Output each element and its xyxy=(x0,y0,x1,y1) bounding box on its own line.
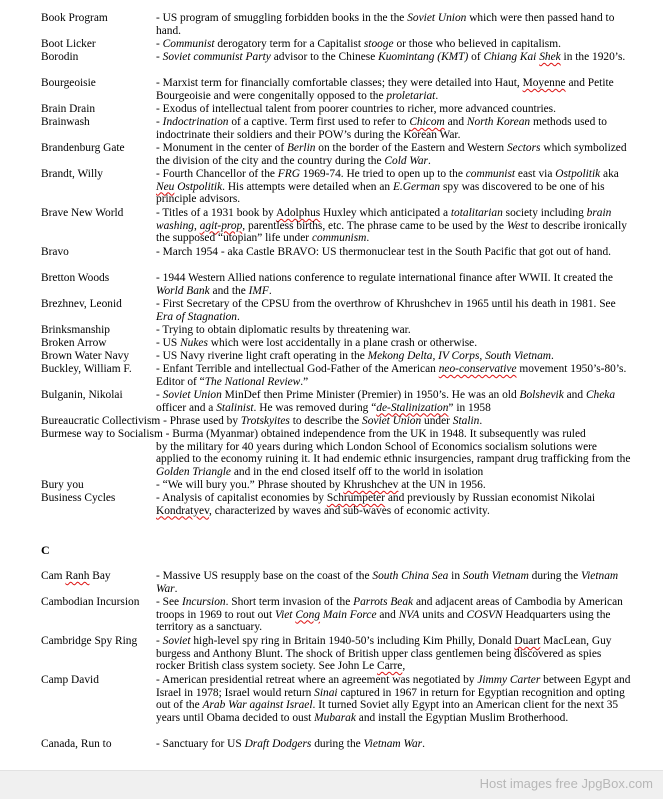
entry-term: Borodin xyxy=(41,51,79,63)
entry-term: Broken Arrow xyxy=(41,337,107,349)
entry-definition: Bureaucratic Collectivism - Phrase used by Trotskyites to describe the Soviet Union under Stalin. xyxy=(41,415,483,427)
glossary-entry xyxy=(41,350,631,363)
entry-definition: - Exodus of intellectual talent from poorer countries to richer, more advanced countries. xyxy=(156,103,556,115)
entry-definition: - Fourth Chancellor of the FRG 1969-74. He tried to open up to the communist east via Ostpolitik aka Neu Ostpolitik. His attempts were detailed when an E.German spy was discovered to be one of his principle advisors. xyxy=(156,168,619,206)
entry-term: Brave New World xyxy=(41,207,124,219)
glossary-entry xyxy=(41,363,631,388)
entry-term: Cambodian Incursion xyxy=(41,596,140,608)
glossary-entry xyxy=(41,324,631,337)
entry-definition: - Soviet communist Party advisor to the Chinese Kuomintang (KMT) of Chiang Kai Shek in the 1920’s. xyxy=(156,51,626,63)
entry-definition: - Communist derogatory term for a Capitalist stooge or those who believed in capitalism. xyxy=(156,38,561,50)
entry-definition: - Soviet high-level spy ring in Britain 1940-50’s including Kim Philly, Donald Duart MacLean, Guy burgess and Anthony Blunt. The shock of British upper class gentlemen being discovered as spies rocker British class system society. See John Le Carre, xyxy=(156,635,612,673)
entry-term: Brezhnev, Leonid xyxy=(41,298,122,310)
entry-term: Boot Licker xyxy=(41,38,96,50)
glossary-entry xyxy=(41,116,631,141)
glossary-entry xyxy=(41,479,631,492)
entry-term: Book Program xyxy=(41,12,108,24)
entry-definition: - Soviet Union MinDef then Prime Minister (Premier) in 1950’s. He was an old Bolshevik and Cheka officer and a Stalinist. He was removed during “de-Stalinization” in 1958 xyxy=(156,389,616,414)
glossary-entry xyxy=(41,389,631,414)
entry-term: Camp David xyxy=(41,674,99,686)
entry-term: Bourgeoisie xyxy=(41,77,96,89)
entry-definition: - See Incursion. Short term invasion of the Parrots Beak and adjacent areas of Cambodia by American troops in 1969 to rout out Viet Cong Main Force and NVA units and COSVN Headquarters using the territory as a sanctuary. xyxy=(156,596,623,634)
section-letter: C xyxy=(41,543,50,557)
glossary-entry xyxy=(41,272,631,297)
entry-definition: - Sanctuary for US Draft Dodgers during the Vietnam War. xyxy=(156,738,425,750)
entry-term: Buckley, William F. xyxy=(41,363,132,375)
watermark-text: Host images free JpgBox.com xyxy=(479,776,653,791)
glossary-entry xyxy=(41,103,631,116)
glossary-entry xyxy=(41,51,631,64)
entry-term: Brandenburg Gate xyxy=(41,142,125,154)
glossary-entry xyxy=(41,674,631,724)
entry-definition: - US program of smuggling forbidden books in the the Soviet Union which were then passed hand to hand. xyxy=(156,12,615,37)
glossary-entry xyxy=(41,570,631,595)
glossary-entry xyxy=(41,337,631,350)
entry-term: Business Cycles xyxy=(41,492,116,504)
glossary-entry xyxy=(41,738,631,751)
glossary-entry xyxy=(41,415,631,428)
entry-term: Brain Drain xyxy=(41,103,96,115)
glossary-entry xyxy=(41,492,631,517)
glossary-entry xyxy=(41,635,631,673)
entry-definition: - Massive US resupply base on the coast of the South China Sea in South Vietnam during the Vietnam War. xyxy=(156,570,619,595)
entry-definition: - “We will bury you.” Phrase shouted by Khrushchev at the UN in 1956. xyxy=(156,479,486,491)
glossary-entry xyxy=(41,77,631,102)
entry-term: Brainwash xyxy=(41,116,90,128)
entry-definition: - Marxist term for financially comfortable classes; they were detailed into Haut, Moyenne and Petite Bourgeoisie and were congenitally opposed to the proletariat. xyxy=(156,77,614,102)
glossary-entry xyxy=(41,428,631,478)
entry-definition: Burmese way to Socialism - Burma (Myanmar) obtained independence from the UK in 1948. It subsequently was ruled xyxy=(41,428,586,440)
glossary-entry xyxy=(41,246,631,259)
entry-definition-continued: by the military for 40 years during which London School of Economics socialism solutions were applied to the economy ruining it. It had endemic ethnic insurgencies, rampant drug trafficking from the Golden Triangle and in the end closed itself off to the world in isolation xyxy=(156,440,631,478)
entry-definition: - Indoctrination of a captive. Term first used to refer to Chicom and North Korean methods used to indoctrinate their soldiers and their POW’s during the Korean War. xyxy=(156,116,607,141)
entry-term: Brown Water Navy xyxy=(41,350,130,362)
glossary-entry xyxy=(41,142,631,167)
glossary-entry xyxy=(41,207,631,245)
entry-definition: - US Navy riverine light craft operating in the Mekong Delta, IV Corps, South Vietnam. xyxy=(156,350,554,362)
entry-definition: - 1944 Western Allied nations conference to regulate international finance after WWII. It created the World Bank and the IMF. xyxy=(156,272,613,297)
entry-definition: - March 1954 - aka Castle BRAVO: US thermonuclear test in the South Pacific that got out of hand. xyxy=(156,246,612,258)
footer-bar xyxy=(0,770,663,799)
entry-definition: - Enfant Terrible and intellectual God-Father of the American neo-conservative movement 1950’s-80’s. Editor of “The National Review.” xyxy=(156,363,627,388)
glossary-entry xyxy=(41,596,631,634)
glossary-entry xyxy=(41,298,631,323)
entry-term: Canada, Run to xyxy=(41,738,112,750)
entry-definition: - Titles of a 1931 book by Adolphus Huxley which anticipated a totalitarian society including brain washing, agit-prop, parentless births, etc. The phrase came to be used by the West to describe ironically the supposed “utopian” life under communism. xyxy=(156,207,627,245)
entry-definition: - Trying to obtain diplomatic results by threatening war. xyxy=(156,324,411,336)
entry-term: Bulganin, Nikolai xyxy=(41,389,123,401)
glossary-entry xyxy=(41,38,631,51)
entry-term: Cam Ranh Bay xyxy=(41,570,111,582)
glossary-entry xyxy=(41,12,631,37)
entry-term: Bretton Woods xyxy=(41,272,110,284)
entry-definition: - Analysis of capitalist economies by Schrumpeter and previously by Russian economist Nikolai Kondratyev, characterized by waves and sub-waves of economic activity. xyxy=(156,492,596,517)
entry-definition: - Monument in the center of Berlin on the border of the Eastern and Western Sectors which symbolized the division of the city and the country during the Cold War. xyxy=(156,142,627,167)
entry-definition: - First Secretary of the CPSU from the overthrow of Khrushchev in 1965 until his death in 1981. See Era of Stagnation. xyxy=(156,298,616,323)
glossary-entry xyxy=(41,168,631,206)
entry-definition: - US Nukes which were lost accidentally in a plane crash or otherwise. xyxy=(156,337,478,349)
entry-term: Bury you xyxy=(41,479,84,491)
entry-term: Brinksmanship xyxy=(41,324,110,336)
entry-term: Cambridge Spy Ring xyxy=(41,635,138,647)
entry-term: Brandt, Willy xyxy=(41,168,103,180)
entry-definition: - American presidential retreat where an agreement was negotiated by Jimmy Carter between Egypt and Israel in 1978; Israel would return Sinai captured in 1967 in return for Egyptian recognition and opting out of the Arab War against Israel. It turned Soviet ally Egypt into an American client for the next 35 years until Obama decided to oust Mubarak and install the Egyptian Muslim Brotherhood. xyxy=(156,674,631,724)
entry-term: Bravo xyxy=(41,246,69,258)
